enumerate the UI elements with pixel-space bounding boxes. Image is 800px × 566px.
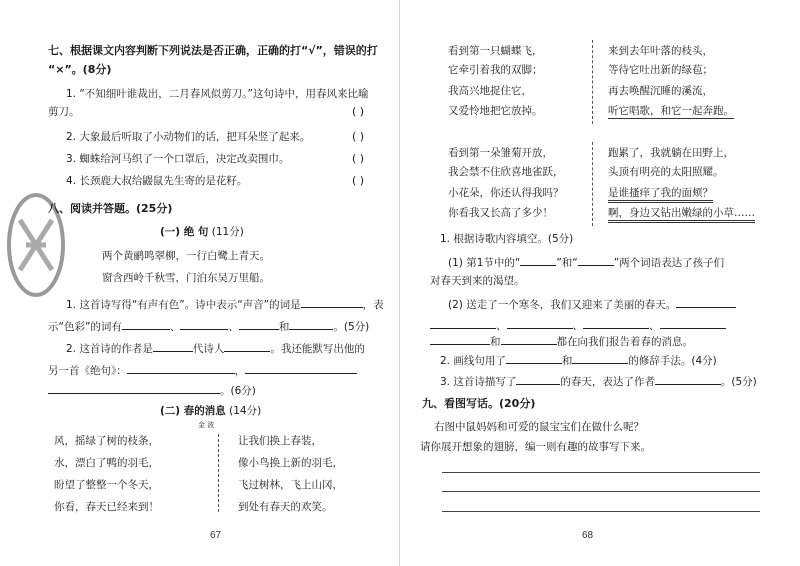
spring-poem-left-2: 水，漂白了鸭的羽毛， <box>54 457 159 469</box>
poem-s2-line4: 你看我又长高了多少！ <box>448 207 553 219</box>
part2-title: (二) 春的消息 <box>160 405 226 417</box>
r-q1-2-blank2[interactable] <box>430 317 496 329</box>
r-q1-1-line2: 对春天到来的渴望。 <box>430 275 525 287</box>
r-q1-2-text-a: (2) 送走了一个寒冬，我们又迎来了美丽的春天。 <box>448 299 677 311</box>
p1-q2-blank-poet[interactable] <box>224 340 270 352</box>
p1-q1-text-a: 1. 这首诗写得“有声有色”。诗中表示“声音”的词是 <box>66 299 301 311</box>
poem-s3-line3: 再去唤醒沉睡的溪流， <box>608 85 713 97</box>
r-q1-2-blank4[interactable] <box>583 317 649 329</box>
right-page <box>400 0 800 566</box>
r-q1-2-text-d: 都在向我们报告着春的消息。 <box>556 336 693 348</box>
p1-q2-text-f: 。(6分) <box>220 385 256 397</box>
p1-q2-blank-dynasty[interactable] <box>153 340 193 352</box>
part2-score: (14分) <box>229 405 262 417</box>
spring-poem-left-1: 风，摇绿了树的枝条， <box>54 435 159 447</box>
poem-s3-line4-underlined: 听它唱歌，和它一起奔跑。 <box>608 105 734 117</box>
poem-s1-line3: 我高兴地捉住它， <box>448 85 532 97</box>
writing-line-1[interactable] <box>442 472 760 473</box>
section9-line2: 请你展开想象的翅膀，编一则有趣的故事写下来。 <box>420 441 651 453</box>
poem-s1-line4: 又爱怜地把它放掉。 <box>448 105 543 117</box>
p1-q1-line1 <box>66 296 384 312</box>
p1-q1-text-c: 示“色彩”的词有 <box>48 321 122 333</box>
p1-q1-line2 <box>48 318 369 334</box>
p1-q2-text-b: 代诗人 <box>192 343 225 355</box>
p1-q1-blank-color1[interactable] <box>122 318 170 330</box>
r-q1-1-text-a: (1) 第1节中的“ <box>448 257 521 269</box>
section9-title: 九、看图写话。(20分) <box>422 397 536 410</box>
p1-q1-blank-sound[interactable] <box>301 296 363 308</box>
s7-item2: 2. 大象最后听取了小动物们的话，把耳朵竖了起来。 <box>66 131 311 143</box>
r-q2 <box>440 352 717 368</box>
s7-item1-line1: 1. “不知细叶谁裁出，二月春风似剪刀。”这句诗中，用春风来比喻 <box>66 88 369 100</box>
poem-s2-line1: 看到第一朵雏菊开放， <box>448 147 553 159</box>
s7-item2-answer-box[interactable]: ( ) <box>352 130 365 143</box>
r-q2-text-a: 2. 画线句用了 <box>440 355 506 367</box>
poem-line2: 窗含西岭千秋雪，门泊东吴万里船。 <box>102 272 270 284</box>
r-q1-title: 1. 根据诗歌内容填空。(5分) <box>440 233 574 245</box>
p1-q2-line1 <box>66 340 365 356</box>
writing-line-3[interactable] <box>442 511 760 512</box>
r-q3-blank1[interactable] <box>516 373 560 385</box>
s7-item1-line2: 剪刀。 <box>48 106 80 118</box>
s7-item1-answer-box[interactable]: ( ) <box>352 105 365 118</box>
r-q3 <box>440 373 757 389</box>
s7-item4: 4. 长颈鹿大叔给鼹鼠先生寄的是花籽。 <box>66 175 248 187</box>
r-q1-2-line3 <box>430 333 693 349</box>
poem-s4-line3-underlined: 是谁搔痒了我的面颊？ <box>608 186 713 203</box>
r-q1-2-text-b3: 、 <box>649 320 660 332</box>
r-q1-2-blank5[interactable] <box>660 317 726 329</box>
s7-item3-answer-box[interactable]: ( ) <box>352 152 365 165</box>
r-q3-text-a: 3. 这首诗描写了 <box>440 376 517 388</box>
part1-score: (11分) <box>211 226 244 238</box>
p1-q1-sep2: 、 <box>228 321 239 333</box>
poem-divider-bottom <box>592 142 593 226</box>
r-q1-1-text-c: ”两个词语表达了孩子们 <box>613 257 725 269</box>
r-q1-2-blank3[interactable] <box>507 317 573 329</box>
r-q1-2-blank6[interactable] <box>430 333 490 345</box>
page-number-right: 68 <box>582 530 594 541</box>
p1-q2-blank-verse2[interactable] <box>245 362 357 374</box>
p1-q2-blank-verse1[interactable] <box>127 362 235 374</box>
spring-poem-right-4: 到处有春天的欢笑。 <box>238 501 333 513</box>
p1-q1-blank-color3[interactable] <box>239 318 279 330</box>
r-q1-2-text-b: 、 <box>496 320 507 332</box>
p1-q1-sep1: 、 <box>169 321 181 333</box>
section7-title-line1: 七、根据课文内容判断下列说法是否正确，正确的打“√”，错误的打 <box>48 44 378 57</box>
section8-title: 八、阅读并答题。(25分) <box>48 202 173 215</box>
part1-heading <box>160 225 244 239</box>
poem-s4-line1: 跑累了，我就躺在田野上， <box>608 147 734 159</box>
r-q3-blank2[interactable] <box>655 373 721 385</box>
p1-q2-text-e: ， <box>234 365 246 377</box>
s7-item3: 3. 蜘蛛给河马织了一个口罩后，决定改卖围巾。 <box>66 153 290 165</box>
p1-q1-blank-color4[interactable] <box>289 318 333 330</box>
spring-poem-right-3: 飞过树林，飞上山冈， <box>238 479 343 491</box>
p1-q1-blank-color2[interactable] <box>180 318 228 330</box>
r-q1-2-blank7[interactable] <box>501 333 557 345</box>
poem-column-divider <box>218 434 219 512</box>
poem-s2-line3: 小花朵，你还认得我吗？ <box>448 187 564 199</box>
part1-title: (一) 绝 句 <box>160 226 209 238</box>
section7-title-line2: “×”。(8分) <box>48 63 112 76</box>
p1-q1-text-d: 。(5分) <box>333 321 370 333</box>
r-q3-text-b: 的春天，表达了作者 <box>560 376 655 388</box>
section9-line1: 右图中鼠妈妈和可爱的鼠宝宝们在做什么呢？ <box>434 421 644 433</box>
r-q1-1-blank2[interactable] <box>578 254 614 266</box>
p1-q2-line2 <box>48 362 357 378</box>
poem-s4-line4-underlined: 啊，身边又钻出嫩绿的小草…… <box>608 206 755 223</box>
r-q1-2-text-c: 和 <box>490 336 501 348</box>
part2-author: 金 波 <box>198 421 215 429</box>
spring-poem-left-3: 盼望了整整一个冬天， <box>54 479 159 491</box>
r-q2-text-c: 的修辞手法。(4分) <box>628 355 717 367</box>
r-q1-1-text-b: ”和“ <box>556 257 578 269</box>
spring-poem-right-2: 像小鸟换上新的羽毛， <box>238 457 343 469</box>
poem-s4-line2: 头顶有明亮的太阳照耀。 <box>608 166 724 178</box>
r-q1-2-line1 <box>448 296 736 312</box>
r-q1-1-line1 <box>448 254 724 270</box>
r-q1-2-text-b2: 、 <box>572 320 583 332</box>
r-q1-2-blank1[interactable] <box>676 296 736 308</box>
p1-q1-text-b: ，表 <box>362 299 384 311</box>
poem-s3-line1: 来到去年叶落的枝头， <box>608 45 713 57</box>
s7-item4-answer-box[interactable]: ( ) <box>352 174 365 187</box>
p1-q1-sep3: 和 <box>278 321 290 333</box>
p1-q2-text-a: 2. 这首诗的作者是 <box>66 343 153 355</box>
poem-divider-top <box>592 40 593 124</box>
poem-line1: 两个黄鹂鸣翠柳，一行白鹭上青天。 <box>102 250 270 262</box>
poem-s1-line2: 它牵引着我的双脚； <box>448 64 543 76</box>
p1-q2-line3 <box>48 382 256 398</box>
r-q1-1-blank1[interactable] <box>520 254 556 266</box>
r-q1-2-line2 <box>430 317 726 333</box>
poem-s3-line2: 等待它吐出新的绿苞； <box>608 64 713 76</box>
poem-s2-line2: 我会禁不住欣喜地雀跃， <box>448 166 564 178</box>
p1-q2-blank-verse3[interactable] <box>48 382 220 394</box>
p1-q2-text-c: 。我还能默写出他的 <box>270 343 365 355</box>
part2-heading <box>160 404 261 418</box>
writing-line-2[interactable] <box>442 491 760 492</box>
spring-poem-right-1: 让我们换上春装， <box>238 435 322 447</box>
poem-s1-line1: 看到第一只蝴蝶飞， <box>448 45 543 57</box>
r-q2-blank1[interactable] <box>506 352 562 364</box>
spring-poem-left-4: 你看，春天已经来到！ <box>54 501 159 513</box>
r-q2-text-b: 和 <box>561 355 573 367</box>
p1-q2-text-d: 另一首《绝句》： <box>48 365 127 377</box>
r-q2-blank2[interactable] <box>572 352 628 364</box>
r-q3-text-c: 。(5分) <box>720 376 757 388</box>
page-number-left: 67 <box>210 530 222 541</box>
